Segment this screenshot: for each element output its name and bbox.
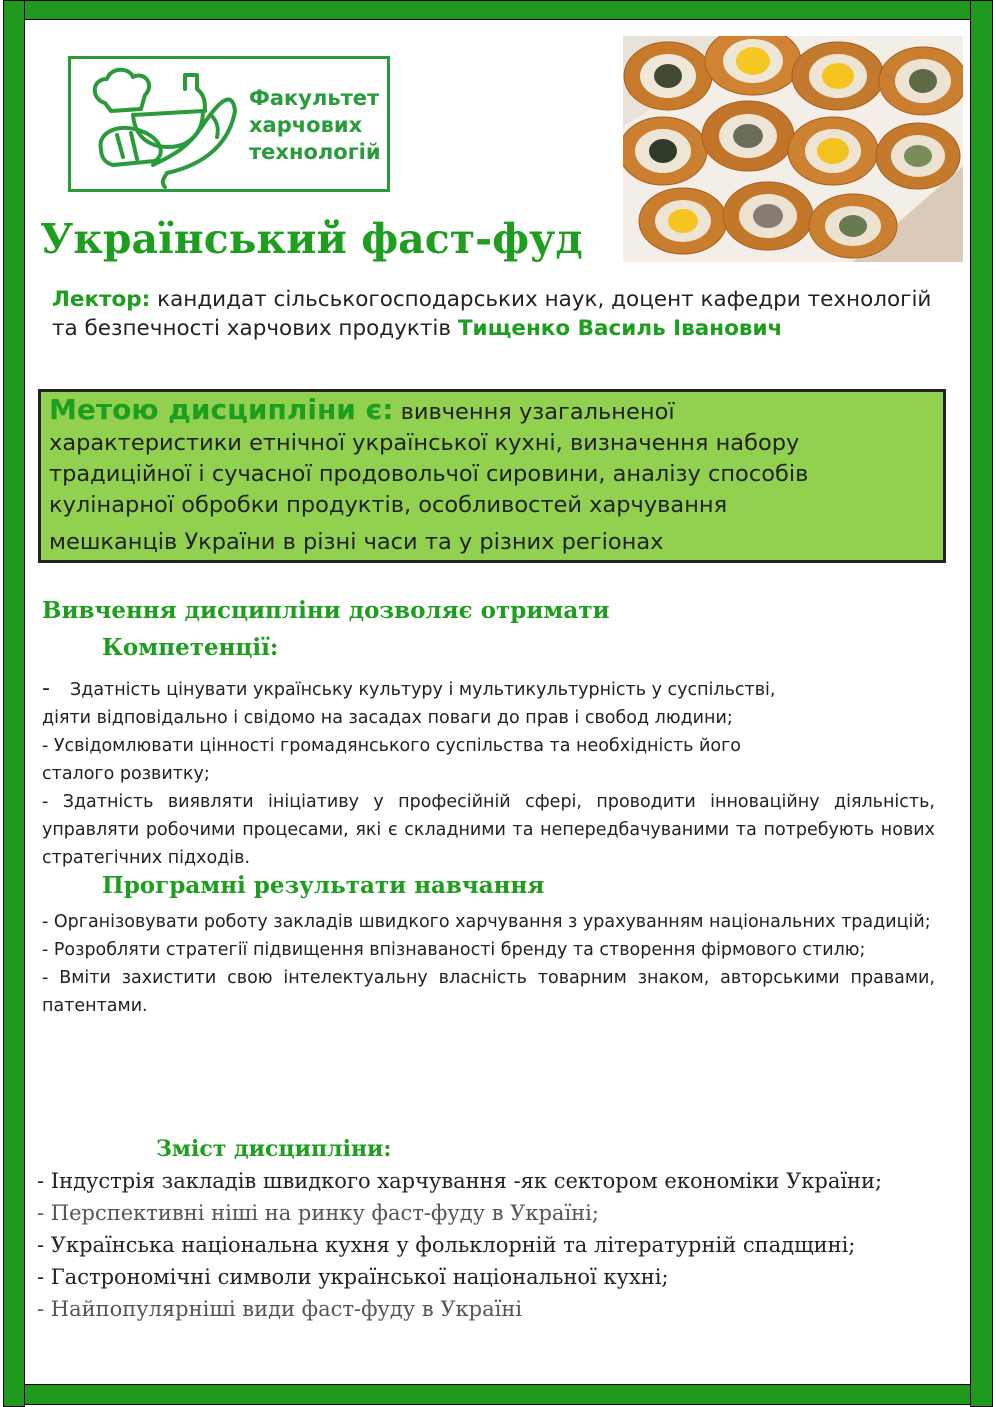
frame-top-border — [3, 0, 993, 20]
page-title: Український фаст-фуд — [40, 215, 583, 263]
competency-1-line-1 — [42, 675, 935, 704]
goal-text-line-4: кулінарної обробки продуктів, особливостей харчування — [49, 492, 728, 518]
lecturer-name: Тищенко Василь Іванович — [457, 316, 783, 341]
course-goal-box — [38, 389, 946, 563]
goal-text-line-5: мешканців України в різні часи та у різних регіонах — [49, 529, 664, 555]
competency-1-line-2: діяти відповідально і свідомо на засадах поваги до прав і свобод людини; — [42, 708, 733, 728]
competencies-heading: Компетенції: — [102, 634, 279, 661]
study-heading: Вивчення дисципліни дозволяє отримати — [42, 597, 610, 624]
competency-2-line-2: сталого розвитку; — [42, 764, 210, 784]
food-technology-logo-icon — [83, 65, 253, 189]
faculty-name — [249, 85, 389, 166]
competency-3: - Здатність виявляти ініціативу у професійній сфері, проводити інноваційну діяльність, управляти робочими процесами, які є складними та непередбачуваними та потребують нових стратегічних підходів. — [42, 792, 935, 868]
result-3: - Вміти захистити свою інтелектуальну власність товарним знаком, авторськими правами, патентами. — [42, 968, 935, 1016]
results-list — [42, 908, 935, 1020]
competency-2-line-1: - Усвідомлювати цінності громадянського суспільства та необхідність його — [42, 736, 742, 756]
result-1: - Організовувати роботу закладів швидкого харчування з урахуванням національних традицій; — [42, 912, 931, 932]
competencies-list — [42, 675, 935, 872]
content-item-3: - Українська національна кухня у фольклорній та літературній спадщині; — [37, 1233, 856, 1257]
result-2: - Розробляти стратегії підвищення впізнаваності бренду та створення фірмового стилю; — [42, 940, 866, 960]
frame-right-border — [970, 0, 993, 1407]
faculty-name-line1: Факультет — [249, 86, 380, 110]
content-heading: Зміст дисципліни: — [156, 1136, 392, 1162]
goal-line-1 — [49, 394, 937, 428]
goal-text-line-3: традиційної і сучасної продовольчої сировини, аналізу способів — [49, 461, 809, 487]
content-item-2: - Перспективні ніші на ринку фаст-фуду в Україні; — [37, 1201, 599, 1225]
lecturer-label: Лектор: — [52, 287, 151, 312]
content-item-5: - Найпопулярніші види фаст-фуду в Україні — [37, 1297, 523, 1321]
competency-1-text: Здатність цінувати українську культуру і мультикультурність у суспільстві, — [70, 680, 776, 700]
content-list — [37, 1165, 882, 1325]
frame-bottom-border — [3, 1384, 993, 1405]
competency-1-dash: - — [42, 676, 50, 701]
goal-text-line-1: вивчення узагальненої — [393, 399, 675, 425]
lecturer-description: кандидат сільськогосподарських наук, доцент кафедри технологій та безпечності харчових продуктів — [52, 287, 932, 341]
frame-left-border — [3, 0, 25, 1407]
goal-label: Метою дисципліни є: — [49, 393, 394, 426]
faculty-name-line3: технологій — [249, 140, 381, 164]
faculty-name-line2: харчових — [249, 113, 363, 137]
faculty-logo — [68, 56, 390, 192]
content-item-4: - Гастрономічні символи української національної кухні; — [37, 1265, 669, 1289]
fastfood-rolls-photo — [623, 36, 963, 262]
results-heading: Програмні результати навчання — [102, 872, 545, 899]
goal-text-line-2: характеристики етнічної української кухні, визначення набору — [49, 430, 800, 456]
lecturer-info — [52, 285, 952, 343]
content-item-1: - Індустрія закладів швидкого харчування -як сектором економіки України; — [37, 1169, 883, 1193]
